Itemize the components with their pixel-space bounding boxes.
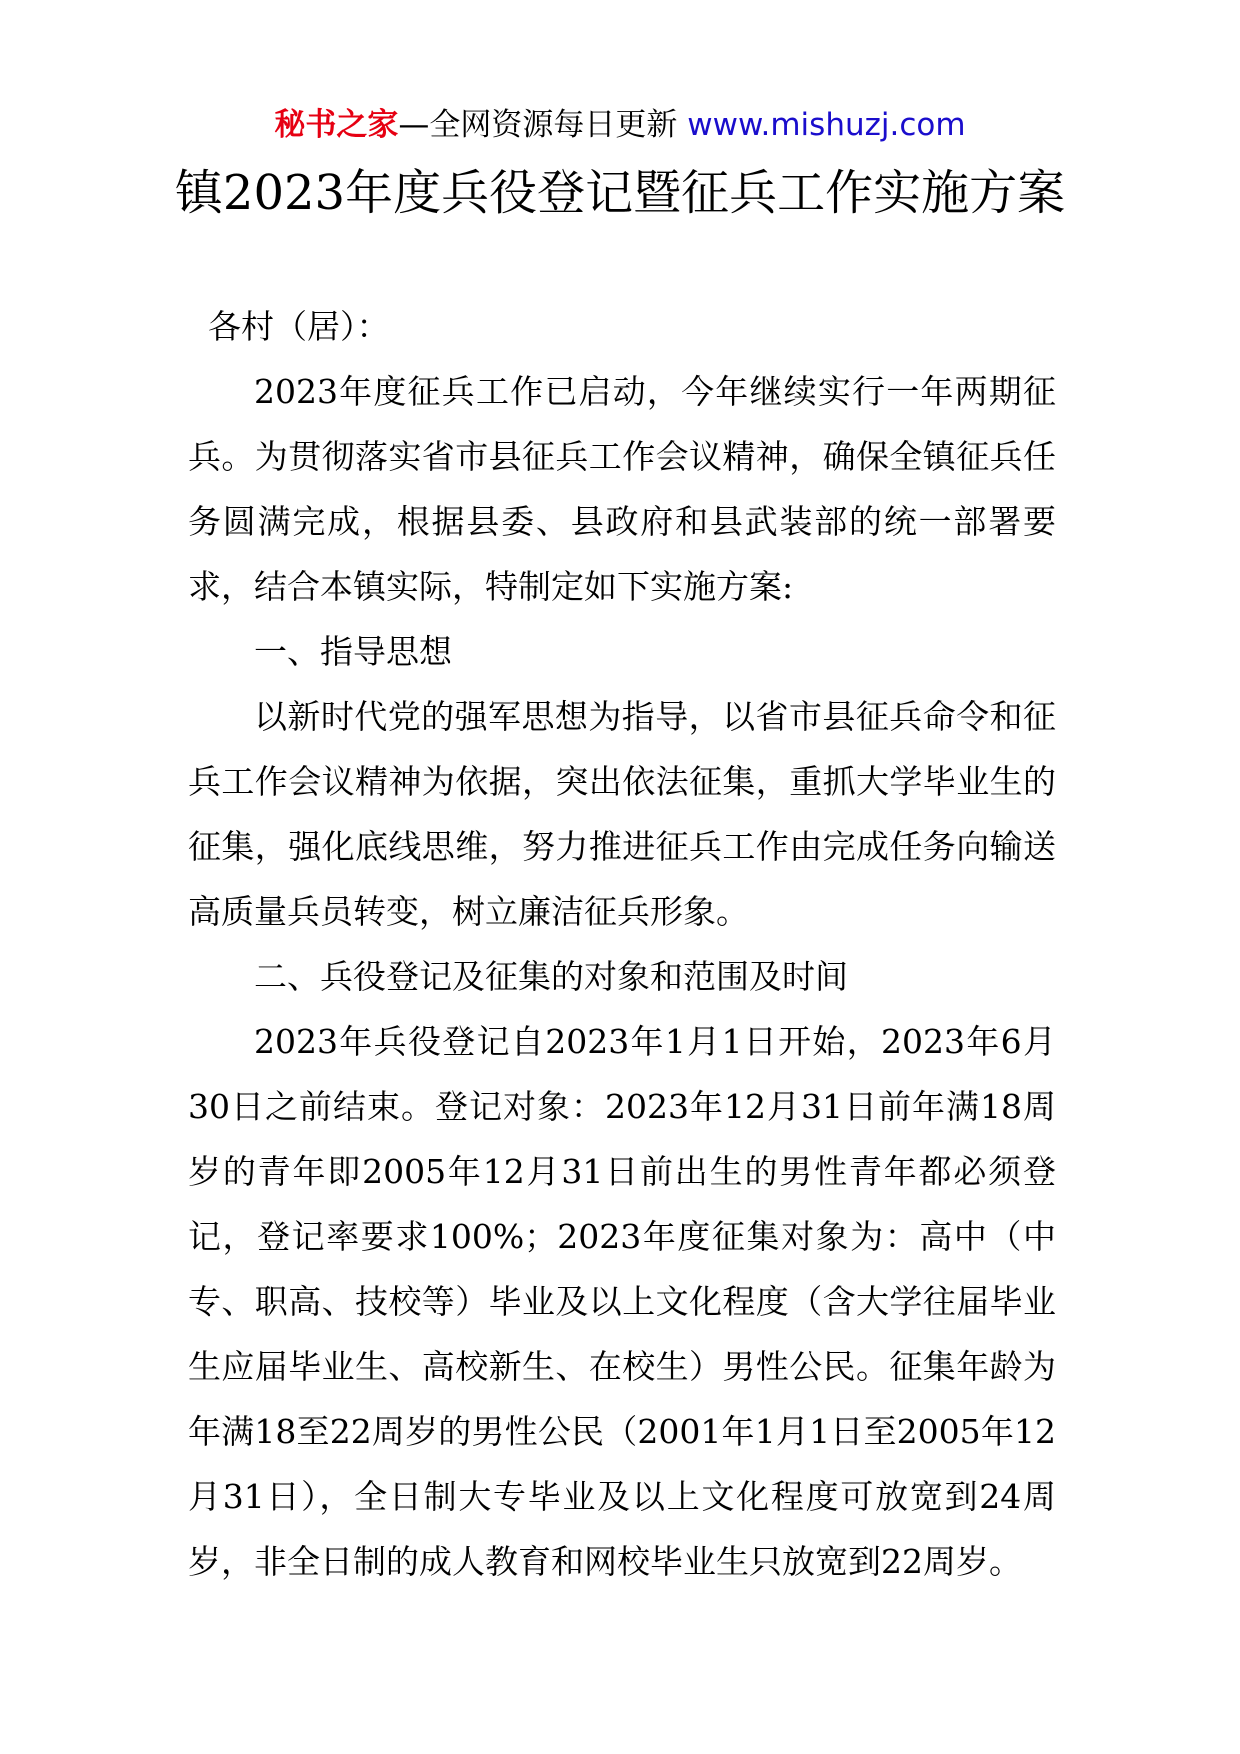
salutation: 各村（居）： (208, 307, 390, 346)
site-banner (0, 100, 1240, 150)
section-2-paragraph: 2023年兵役登记自2023年1月1日开始，2023年6月30日之前结束。登记对象：2023年12月31日前年满18周岁的青年即2005年12月31日前出生的男性青年都必须登记，登记率要求100%；2023年度征集对象为：高中（中专、职高、技校等）毕业及以上文化程度（含大学往届毕业生应届毕业生、高校新生、在校生）男性公民。征集年龄为年满18至22周岁的男性公民（2001年1月1日至2005年12月31日），全日制大专毕业及以上文化程度可放宽到24周岁，非全日制的成人教育和网校毕业生只放宽到22周岁。 (188, 1022, 1056, 1581)
intro-paragraph: 2023年度征兵工作已启动，今年继续实行一年两期征兵。为贯彻落实省市县征兵工作会议精神，确保全镇征兵任务圆满完成，根据县委、县政府和县武装部的统一部署要求，结合本镇实际，特制定如下实施方案: (188, 372, 1056, 606)
section-1-paragraph: 以新时代党的强军思想为指导，以省市县征兵命令和征兵工作会议精神为依据，突出依法征集，重抓大学毕业生的征集，强化底线思维，努力推进征兵工作由完成任务向输送高质量兵员转变，树立廉洁征兵形象。 (188, 697, 1056, 931)
banner-tagline: —全网资源每日更新 (398, 107, 678, 143)
brand-name: 秘书之家 (274, 107, 399, 143)
document-body (188, 294, 1056, 1594)
section-1-heading: 一、指导思想 (254, 632, 452, 671)
section-2-heading: 二、兵役登记及征集的对象和范围及时间 (254, 957, 848, 996)
document-title: 镇2023年度兵役登记暨征兵工作实施方案 (174, 165, 1066, 221)
site-url-link[interactable]: www.mishuzj.com (687, 107, 966, 143)
